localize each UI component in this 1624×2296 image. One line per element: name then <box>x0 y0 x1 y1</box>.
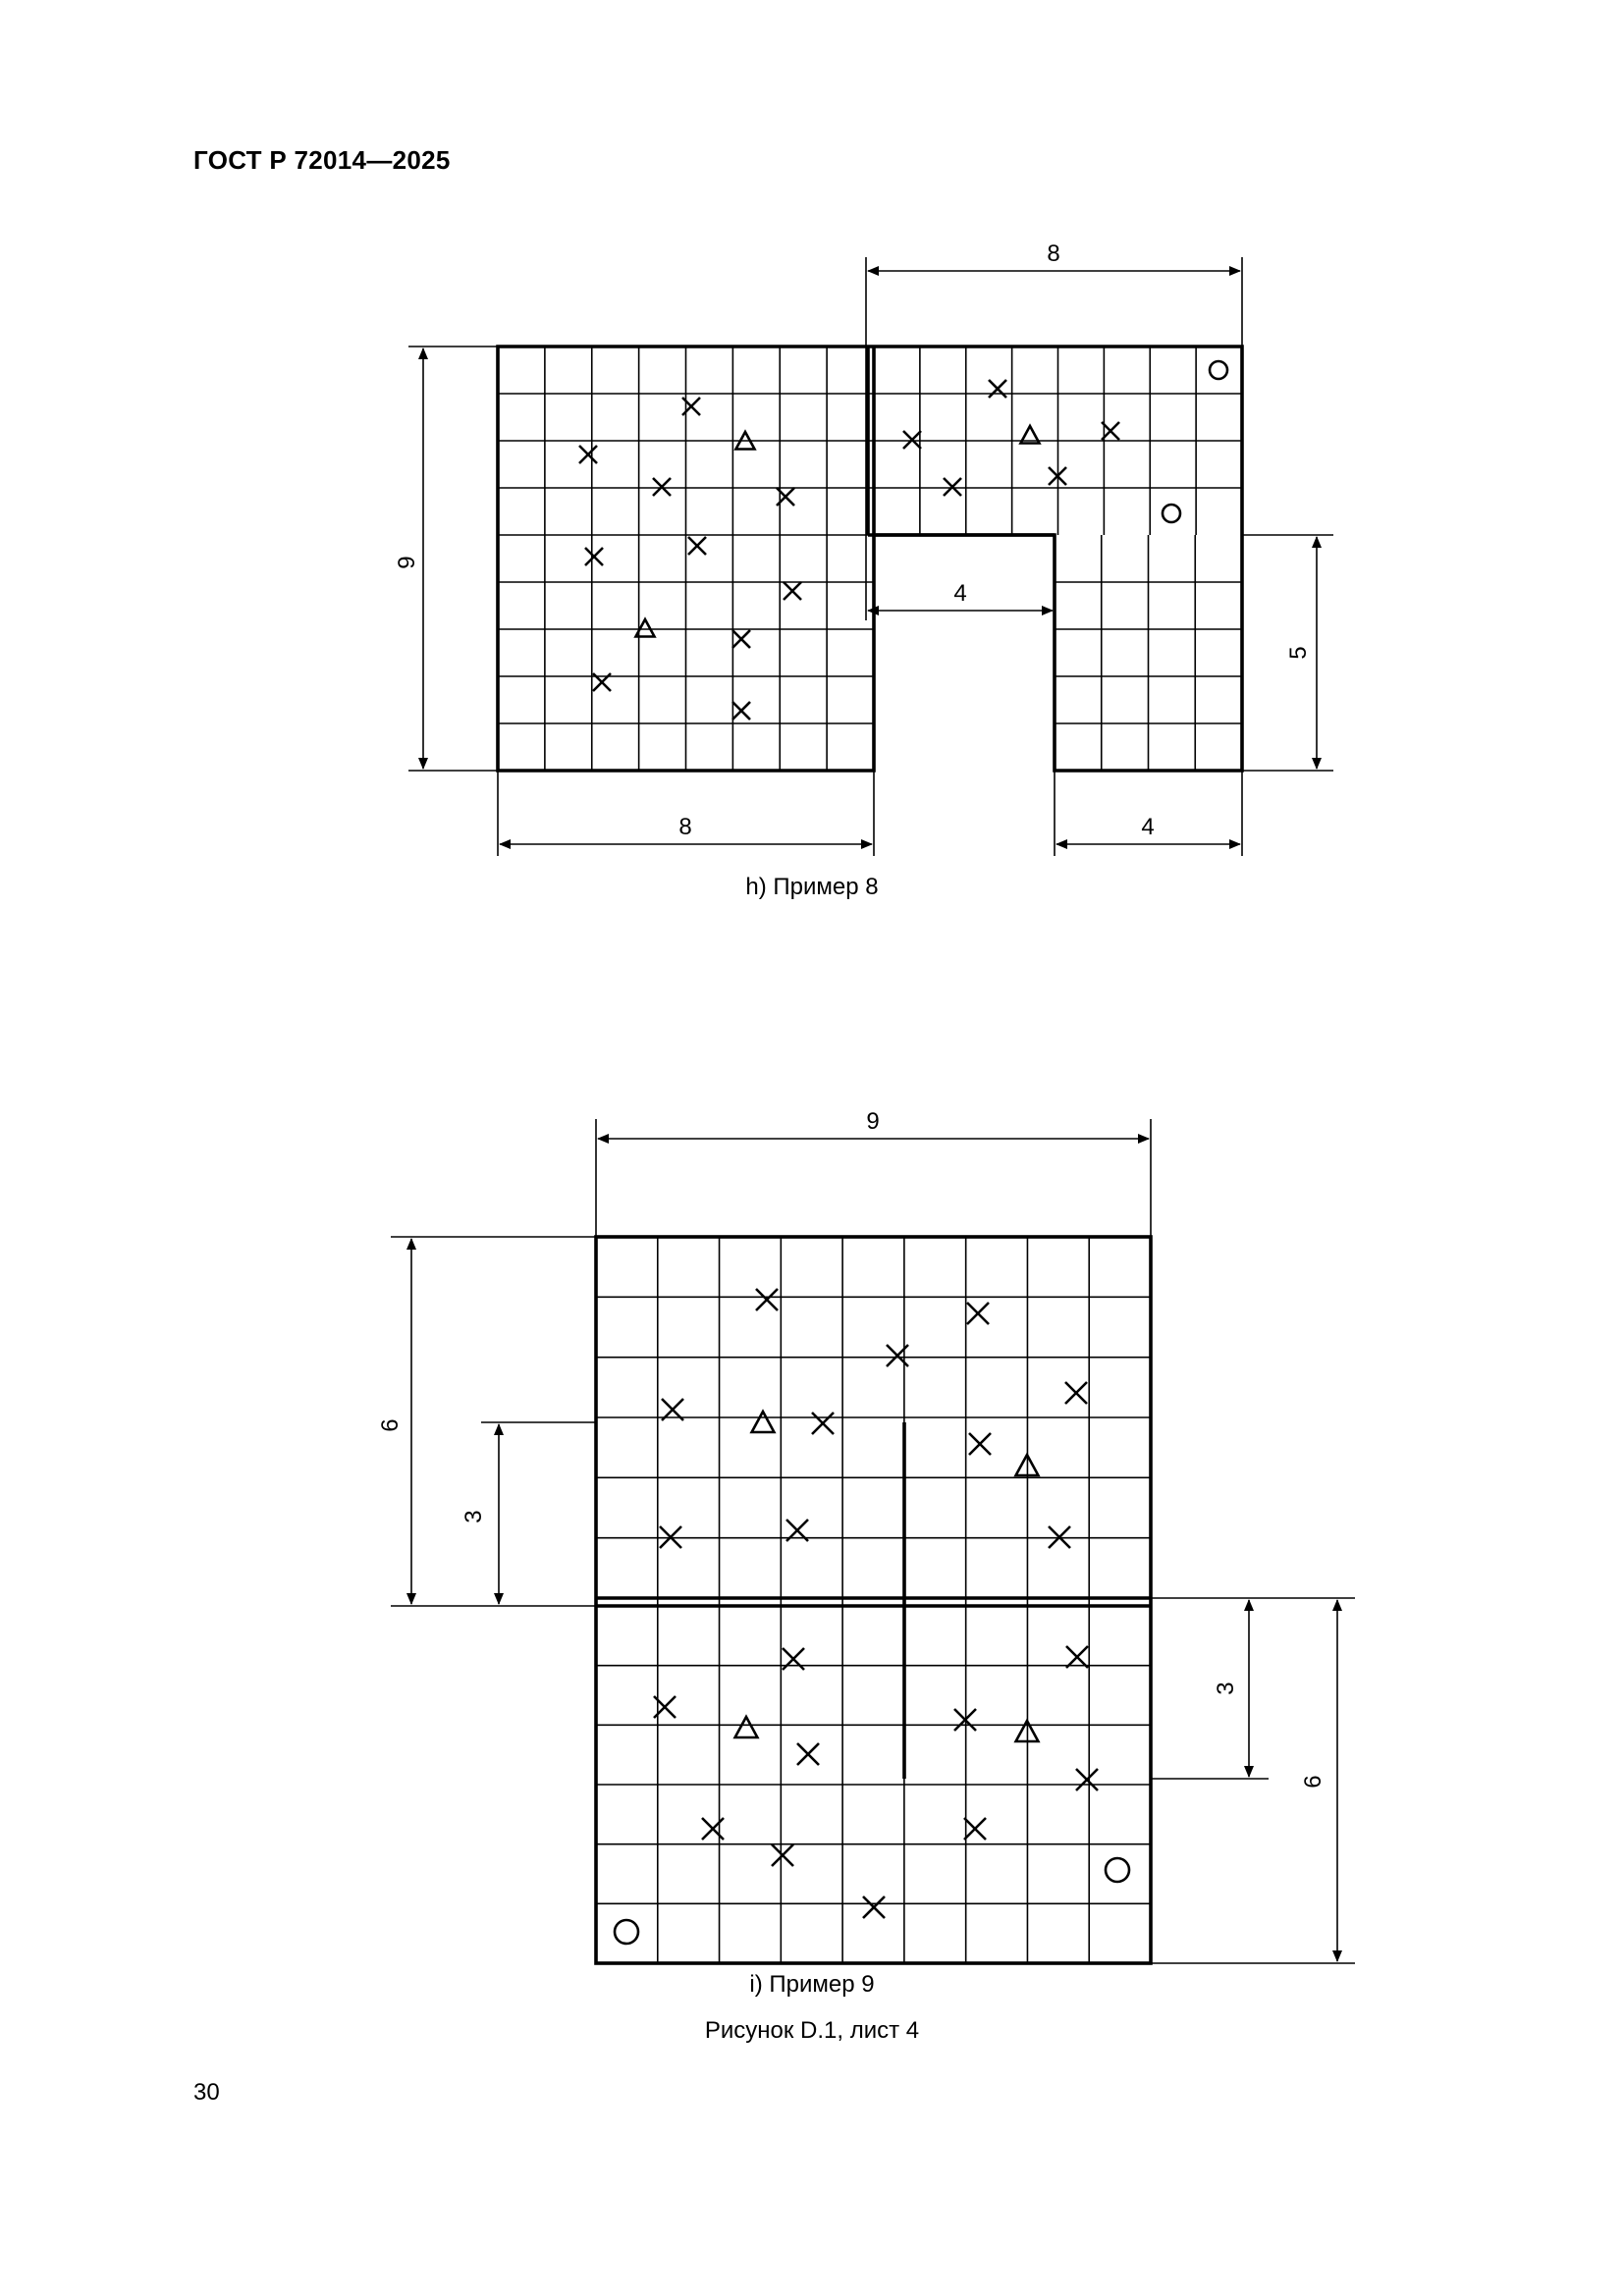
figure-i-diagram <box>377 1108 1355 1963</box>
figure-h-diagram <box>394 240 1333 856</box>
dimension-left-height <box>394 347 498 771</box>
dimension-bottom-right-width <box>1055 771 1242 856</box>
cross-mark <box>732 630 750 648</box>
dimension-label: 3 <box>1213 1682 1239 1695</box>
figure-title: Рисунок D.1, лист 4 <box>704 2017 920 2044</box>
cross-mark <box>579 446 597 463</box>
dimension-right-inner-height <box>1151 1598 1355 1779</box>
dimension-label: 5 <box>1285 646 1312 660</box>
cross-mark <box>772 1844 793 1866</box>
dimension-left-outer-height <box>377 1237 596 1606</box>
document-header: ГОСТ Р 72014—2025 <box>193 145 451 175</box>
figure-h-caption: h) Пример 8 <box>745 874 879 900</box>
figure-i-caption: i) Пример 9 <box>749 1971 875 1998</box>
cross-mark <box>812 1413 834 1434</box>
figure-h-grid <box>498 347 1242 771</box>
page-number: 30 <box>193 2079 220 2106</box>
circle-mark <box>1106 1858 1129 1882</box>
cross-mark <box>702 1818 724 1840</box>
cross-mark <box>1076 1769 1098 1790</box>
cross-mark <box>967 1303 989 1324</box>
circle-mark <box>1163 505 1180 522</box>
cross-mark <box>688 537 706 555</box>
circle-mark <box>615 1920 638 1944</box>
dimension-top-width <box>596 1108 1151 1237</box>
cross-mark <box>1065 1382 1087 1404</box>
dimension-right-height <box>1242 535 1333 771</box>
dimension-label: 6 <box>1300 1775 1326 1789</box>
dimension-bottom-left-width <box>498 771 874 856</box>
figure-h-symbols <box>579 361 1227 720</box>
cross-mark <box>969 1433 991 1455</box>
dimension-label: 9 <box>394 556 420 569</box>
dimension-label: 4 <box>1141 814 1155 840</box>
dimension-notch-width <box>868 580 1053 611</box>
cross-mark <box>903 431 921 449</box>
figure-h-outline <box>498 347 1242 771</box>
cross-mark <box>964 1818 986 1840</box>
cross-mark <box>783 1648 804 1670</box>
cross-mark <box>1066 1646 1088 1668</box>
cross-mark <box>863 1896 885 1918</box>
cross-mark <box>732 702 750 720</box>
triangle-mark <box>752 1412 775 1432</box>
cross-mark <box>653 478 671 496</box>
dimension-label: 3 <box>460 1510 487 1523</box>
dimension-label: 6 <box>377 1418 404 1432</box>
cross-mark <box>784 582 801 600</box>
dimension-right-outer-height <box>1151 1600 1355 1963</box>
cross-mark <box>756 1289 778 1310</box>
circle-mark <box>1210 361 1227 379</box>
cross-mark <box>797 1743 819 1765</box>
cross-mark <box>944 478 961 496</box>
dimension-label: 8 <box>678 814 692 840</box>
dimension-label: 8 <box>1047 240 1060 267</box>
figure-i-outline <box>596 1237 1151 1963</box>
figure-i-grid <box>596 1237 1151 1963</box>
cross-mark <box>585 548 603 565</box>
triangle-mark <box>735 1717 758 1737</box>
cross-mark <box>887 1345 908 1366</box>
dimension-left-inner-height <box>460 1422 596 1604</box>
cross-mark <box>989 380 1006 398</box>
figure-i-symbols <box>615 1289 1129 1944</box>
dimension-label: 4 <box>953 580 967 607</box>
dimension-label: 9 <box>866 1108 880 1135</box>
